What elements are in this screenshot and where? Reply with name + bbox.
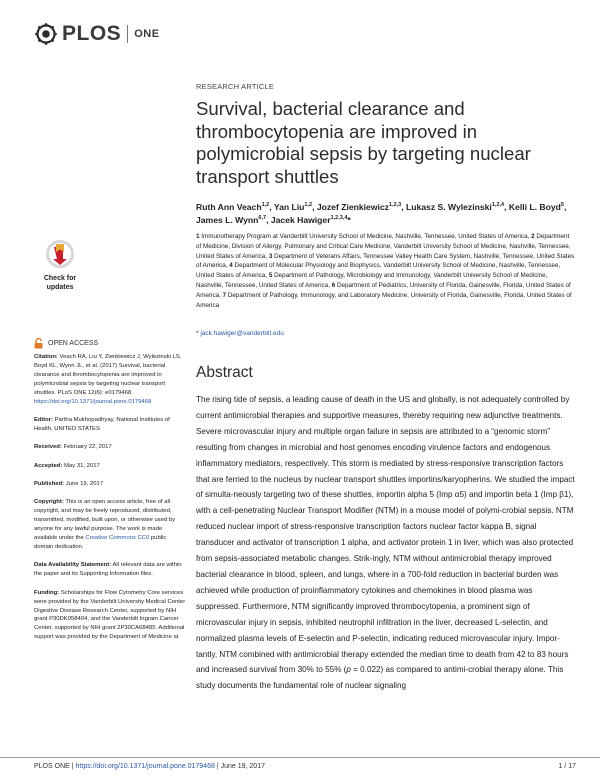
author-name: Lukasz S. Wylezinski (406, 201, 492, 212)
affiliation-text: Department of Pathology, Microbiology and Immunology, Vanderbilt University School of Medicine, Nashville, Tennessee, United States of America, (196, 272, 548, 289)
author-name: James L. Wynn (196, 215, 259, 226)
affiliations (196, 232, 576, 310)
affiliation-text: Department of Pathology, Immunology, and Laboratory Medicine, University of Florida, Gainesville, Florida, United States of America (196, 291, 572, 309)
page-footer (34, 763, 265, 770)
affiliation-number: 3 (268, 252, 273, 260)
author-name: Ruth Ann Veach (196, 201, 262, 212)
author-name: Yan Liu (273, 201, 305, 212)
author-separator: , (401, 201, 406, 212)
open-lock-icon (34, 338, 43, 349)
affiliation-text: Department of Pediatrics, University of Florida, Gainesville, Florida, United States of America, (196, 281, 571, 299)
author-separator: , (266, 215, 271, 226)
badge-arrow-icon (53, 247, 67, 265)
journal-name: ONE (134, 28, 160, 40)
abstract-heading: Abstract (196, 364, 253, 381)
open-access-label: OPEN ACCESS (48, 340, 99, 347)
abstract-body (196, 392, 576, 694)
author-affiliation-marks: 1,2,4 (491, 202, 505, 208)
plos-wordmark: PLOS (62, 22, 122, 45)
abstract-text-1: The rising tide of sepsis, a leading cause of death in the US and globally, is not adequately controlled by current antimicrobial therapies and supportive measures, thereby requiring new adjunctive treatments. Severe microvascular injury and multiple organ failure in sepsis are attributed to a “genomic storm” resulting from changes in microbial and host genomes encoding virulence factors and endogenous inflammatory mediators, respectively. This storm is mediated by stress-responsive transcription factors that are ferried to the nucleus by nuclear transport shuttles importins/karyopherins. We studied the impact of simulta-neously targeting two of these shuttles, importin alpha 5 (Imp α5) and importin beta 1 (Imp β1), with a cell-penetrating Nuclear Transport Modifier (NTM) in a mouse model of polymi-crobial sepsis. NTM reduced nuclear import of stress-responsive transcription factors nuclear factor kappa B, signal transducer and activator of transcription 1 alpha, and activator protein 1 in liver, which was also protected from sepsis-associated metabolic changes. Strik-ingly, NTM without antimicrobial therapy improved bacterial clearance in blood, spleen, and lungs, where in a 700-fold reduction in bacterial burden was achieved while production of proinflammatory cytokines and chemokines in blood plasma was suppressed. Furthermore, NTM significantly improved thrombocytopenia, a prominent sign of microvascular injury in sepsis, inhibited neutrophil infiltration in the liver, decreased L-selectin, and normalized plasma levels of E-selectin and P-selectin, indicating reduced microvascular injury. Impor-tantly, NTM combined with antimicrobial therapy extended the median time to death from 42 to 83 hours and increased survival from 30% to 55% ( (196, 395, 575, 675)
funding-block: Funding: Scholarships for Flow Cytometry Core services were provided by the Vanderbilt University Medical Center Digestive Disease Research Center, supported by NIH grant P30DK058404, and the Vanderbilt Ingram Cancer Center, supported by NIH grant 2P30CA68485. Additional support was provided by the Department of Medicine at (34, 589, 186, 641)
citation-block: Citation: Veach RA, Liu Y, Zienkiewicz J, Wylezinski LS, Boyd KL, Wynn JL, et al. (2017) Survival, bacterial clearance and thrombocytopenia are improved in polymicrobial sepsis by targeting nuclear transport shuttles. PLoS ONE 12(6): e0179468. https://doi.org/10.1371/journal.pone.0179468 (34, 354, 182, 405)
logo-divider (127, 25, 128, 43)
copyright-block: Copyright: This is an open access article, free of all copyright, and may be freely reproduced, distributed, transmitted, modified, built upon, or otherwise used by anyone for any lawful purpose. The work is made available under the Creative Commons CC0 public domain dedication. (34, 499, 176, 550)
footer-separator-2: | (216, 763, 219, 770)
citation-doi-link[interactable]: https://doi.org/10.1371/journal.pone.0179468 (34, 398, 152, 405)
open-access-badge[interactable] (34, 338, 98, 349)
published-date: Published: June 19, 2017 (34, 481, 104, 488)
affiliation-number: 2 (531, 233, 535, 240)
abstract-text-2: = 0.022) as compared to antimi-crobial therapy alone. This study documents the fundamental role of nuclear signaling (196, 665, 564, 691)
author-separator: , (563, 201, 567, 212)
footer-separator-1: | (71, 763, 74, 770)
accepted-date: Accepted: May 31, 2017 (34, 462, 100, 469)
author-affiliation-marks: 1,2 (261, 202, 270, 208)
footer-date: June 19, 2017 (220, 763, 265, 770)
page-number: 1 / 17 (558, 763, 576, 770)
badge-text-line1: Check for (43, 275, 77, 282)
footer-journal: PLOS ONE (34, 763, 70, 770)
author-affiliation-marks: 1,2,3 (388, 202, 402, 208)
article-type: RESEARCH ARTICLE (196, 82, 275, 91)
corresponding-mark: * (196, 330, 199, 337)
plos-logo-mark-icon (34, 23, 58, 45)
plos-one-logo[interactable] (34, 22, 160, 46)
affiliation-text: Department of Medicine, Division of Allergy, Pulmonary and Critical Care Medicine, Vanderbilt University School of Medicine, Nashville, Tennessee, United States of America, (196, 233, 571, 260)
affiliation-number: 7 (222, 291, 227, 299)
author-separator: , (504, 201, 509, 212)
author-affiliation-marks: 6,7 (258, 215, 267, 222)
badge-text-line2: updates (46, 284, 74, 291)
article-title: Survival, bacterial clearance and thrombocytopenia are improved in polymicrobial sepsis by targeting nuclear transport shuttles (196, 98, 531, 187)
email-link[interactable]: jack.hawiger@vanderbilt.edu (200, 330, 284, 337)
author-affiliation-marks: 1,2 (304, 202, 313, 208)
author-name: Jozef Zienkiewicz (316, 201, 389, 212)
affiliation-text: Department of Veterans Affairs, Tennessee Valley Health Care System, Nashville, Tennessee, United States of America, (196, 252, 575, 270)
footer-divider (0, 757, 600, 758)
author-separator: , (269, 201, 274, 212)
author-affiliation-marks: 5 (560, 202, 564, 208)
corresponding-email (196, 330, 284, 337)
author-name: Jacek Hawiger (270, 215, 331, 226)
p-value-symbol: p (346, 665, 351, 675)
data-availability-block: Data Availability Statement: All relevant data are within the paper and its Supporting Information files. (34, 562, 182, 578)
affiliation-text: Department of Molecular Physiology and Biophysics, Vanderbilt University School of Medicine, Nashville, Tennessee, United States of America, (196, 262, 561, 280)
check-for-updates-badge[interactable] (33, 238, 87, 294)
author-separator: , (312, 201, 317, 212)
author-affiliation-marks: 1,2,3,4 (330, 215, 348, 222)
author-list (196, 200, 576, 227)
article-metadata (34, 353, 186, 652)
affiliation-number: 5 (268, 272, 273, 280)
author-name: Kelli L. Boyd (508, 201, 561, 212)
affiliation-number: 6 (331, 281, 336, 289)
affiliation-text: Immunotherapy Program at Vanderbilt University School of Medicine, Nashville, Tennessee, United States of America, (201, 233, 530, 240)
cc0-license-link[interactable]: Creative Commons CC0 (85, 535, 150, 542)
footer-doi-link[interactable]: https://doi.org/10.1371/journal.pone.0179468 (75, 763, 215, 770)
corresponding-author-mark: * (347, 215, 351, 226)
affiliation-number: 4 (229, 262, 233, 270)
received-date: Received: February 22, 2017 (34, 444, 112, 451)
editor-block: Editor: Partha Mukhopadhyay, National Institutes of Health, UNITED STATES (34, 416, 170, 432)
affiliation-number: 1 (196, 233, 200, 240)
